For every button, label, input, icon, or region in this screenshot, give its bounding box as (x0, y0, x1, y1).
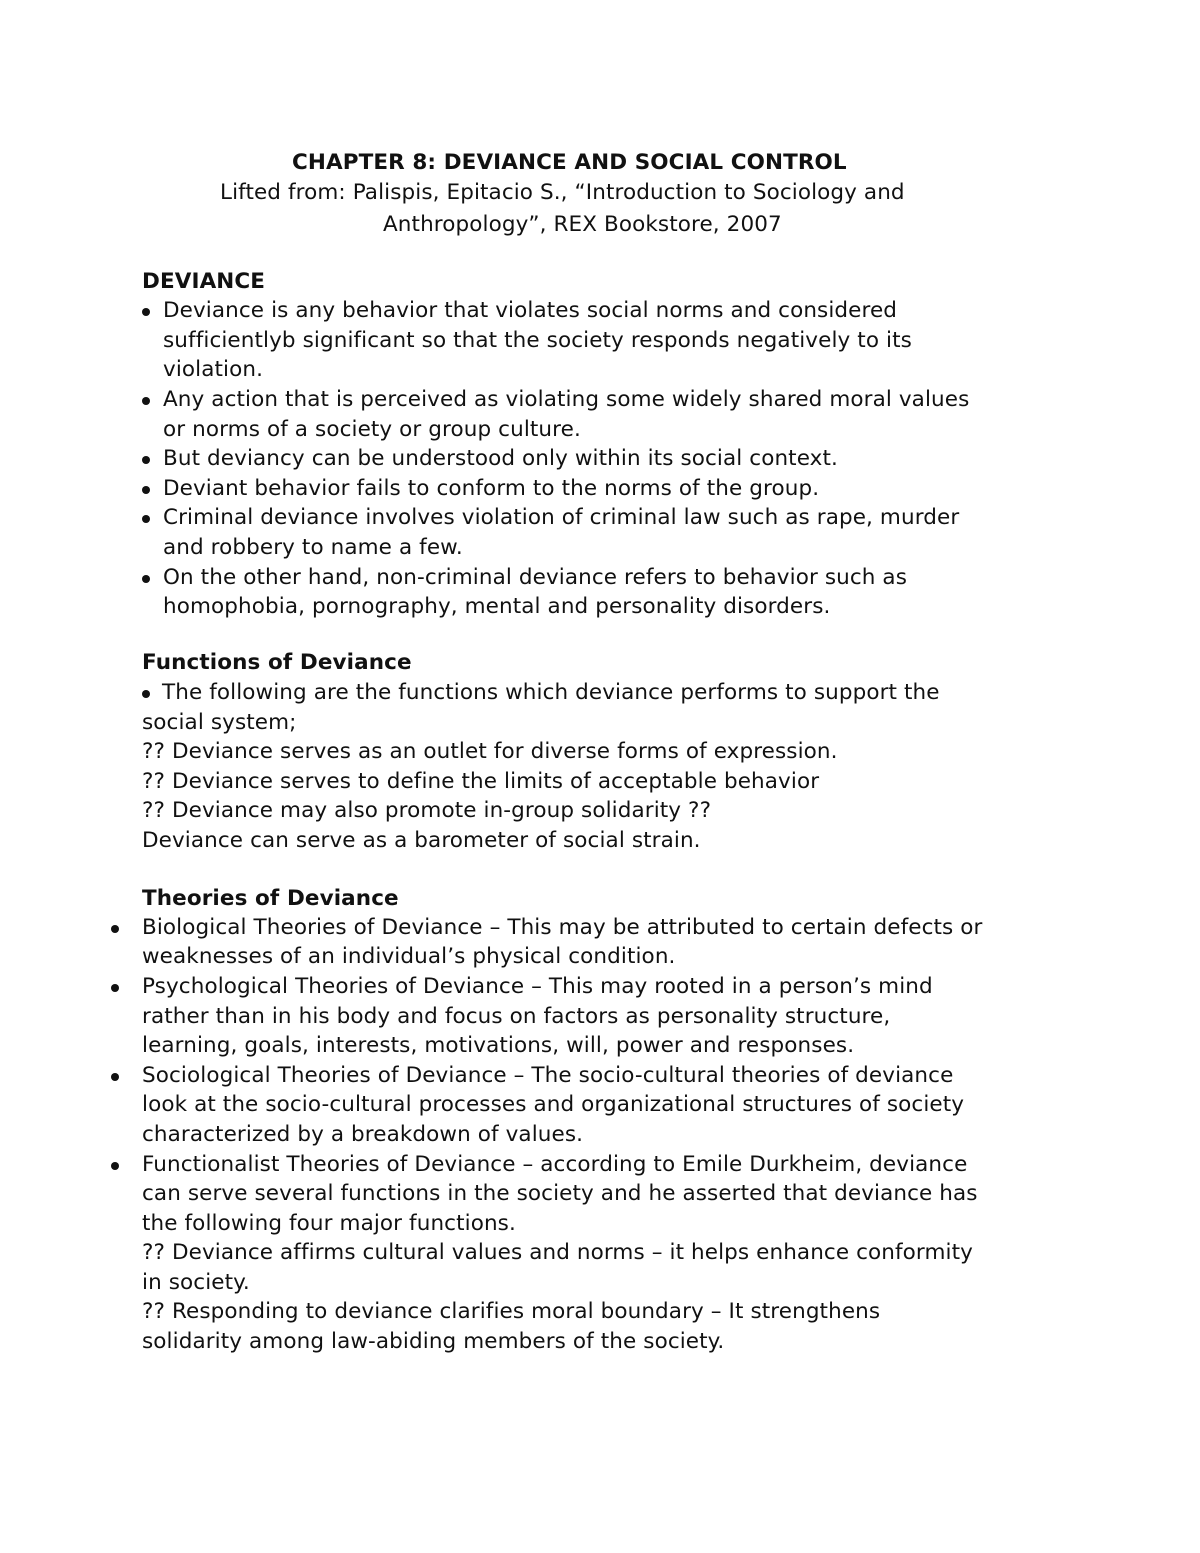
theories-text-line: the following four major functions. (142, 1211, 516, 1236)
bullet-icon (142, 397, 150, 405)
bullet-icon (142, 308, 150, 316)
source-citation-line-2: Anthropology”, REX Bookstore, 2007 (383, 212, 782, 237)
section-heading-deviance: DEVIANCE (142, 269, 266, 294)
source-citation-line-1: Lifted from: Palispis, Epitacio S., “Introduction to Sociology and (220, 180, 905, 205)
theories-text-line: Sociological Theories of Deviance – The socio-cultural theories of deviance (142, 1063, 954, 1088)
theories-text-line: solidarity among law-abiding members of the society. (142, 1329, 725, 1354)
functions-text-line: ?? Deviance may also promote in-group solidarity ?? (142, 798, 712, 823)
functions-text-line: ?? Deviance serves to define the limits of acceptable behavior (142, 769, 820, 794)
bullet-icon (142, 486, 150, 494)
theories-text-line: in society. (142, 1270, 250, 1295)
bullet-icon (142, 515, 150, 523)
bullet-icon (111, 1073, 119, 1081)
deviance-text-line: On the other hand, non-criminal deviance refers to behavior such as (163, 565, 908, 590)
deviance-text-line: or norms of a society or group culture. (163, 417, 581, 442)
theories-text-line: ?? Deviance affirms cultural values and norms – it helps enhance conformity (142, 1240, 973, 1265)
bullet-icon (142, 456, 150, 464)
section-heading-functions: Functions of Deviance (142, 650, 412, 675)
theories-text-line: learning, goals, interests, motivations, will, power and responses. (142, 1033, 855, 1058)
deviance-text-line: Deviance is any behavior that violates social norms and considered (163, 298, 898, 323)
deviance-text-line: Deviant behavior fails to conform to the norms of the group. (163, 476, 820, 501)
functions-text-line: Deviance can serve as a barometer of social strain. (142, 828, 701, 853)
theories-text-line: Psychological Theories of Deviance – This may rooted in a person’s mind (142, 974, 933, 999)
theories-text-line: can serve several functions in the society and he asserted that deviance has (142, 1181, 978, 1206)
bullet-icon (142, 690, 150, 698)
theories-text-line: characterized by a breakdown of values. (142, 1122, 584, 1147)
bullet-icon (142, 575, 150, 583)
functions-text-line: ?? Deviance serves as an outlet for diverse forms of expression. (142, 739, 838, 764)
functions-text-line: The following are the functions which deviance performs to support the (162, 680, 940, 705)
deviance-text-line: violation. (163, 357, 264, 382)
deviance-text-line: sufficientlyb significant so that the society responds negatively to its (163, 328, 912, 353)
theories-text-line: ?? Responding to deviance clarifies moral boundary – It strengthens (142, 1299, 881, 1324)
deviance-text-line: But deviancy can be understood only within its social context. (163, 446, 838, 471)
deviance-text-line: and robbery to name a few. (163, 535, 463, 560)
theories-text-line: weaknesses of an individual’s physical condition. (142, 944, 676, 969)
bullet-icon (111, 984, 119, 992)
deviance-text-line: homophobia, pornography, mental and personality disorders. (163, 594, 831, 619)
theories-text-line: look at the socio-cultural processes and organizational structures of society (142, 1092, 965, 1117)
theories-text-line: Biological Theories of Deviance – This may be attributed to certain defects or (142, 915, 983, 940)
theories-text-line: rather than in his body and focus on factors as personality structure, (142, 1004, 891, 1029)
bullet-icon (111, 1162, 119, 1170)
chapter-title: CHAPTER 8: DEVIANCE AND SOCIAL CONTROL (292, 150, 847, 175)
theories-text-line: Functionalist Theories of Deviance – according to Emile Durkheim, deviance (142, 1152, 968, 1177)
functions-text-line: social system; (142, 710, 297, 735)
section-heading-theories: Theories of Deviance (142, 886, 399, 911)
deviance-text-line: Criminal deviance involves violation of criminal law such as rape, murder (163, 505, 960, 530)
bullet-icon (111, 925, 119, 933)
deviance-text-line: Any action that is perceived as violating some widely shared moral values (163, 387, 970, 412)
